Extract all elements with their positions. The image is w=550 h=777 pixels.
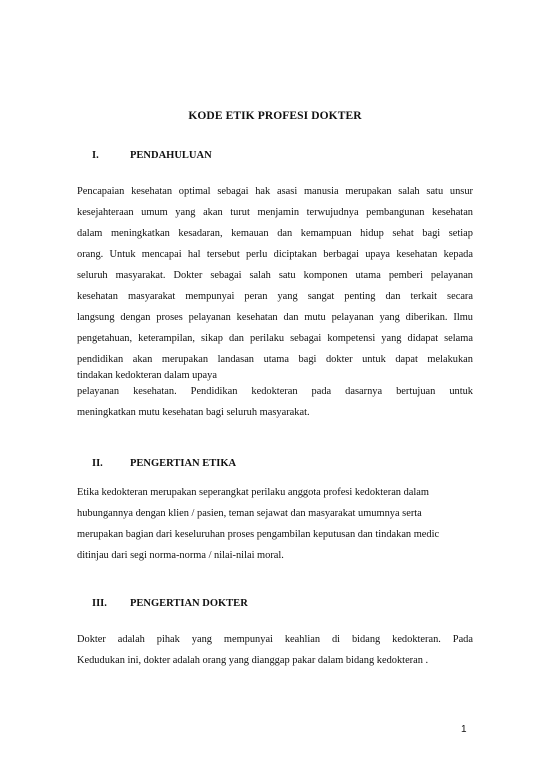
paragraph-line: ditinjau dari segi norma-norma / nilai-nilai moral.	[77, 550, 284, 561]
paragraph-line: dalam meningkatkan kesadaran, kemauan dan kemampuan hidup sehat bagi setiap	[77, 228, 473, 239]
paragraph-line: langsung dengan proses pelayanan kesehatan dan mutu pelayanan yang diberikan. Ilmu	[77, 312, 473, 323]
document-title: KODE ETIK PROFESI DOKTER	[188, 110, 362, 122]
section-number: II.	[92, 458, 103, 469]
paragraph-line: merupakan bagian dari keseluruhan proses pengambilan keputusan dan tindakan medic	[77, 529, 440, 540]
paragraph-line: hubungannya dengan klien / pasien, teman sejawat dan masyarakat umumnya serta	[77, 508, 422, 519]
paragraph-line: pelayanan kesehatan. Pendidikan kedokteran pada dasarnya bertujuan untuk	[77, 386, 473, 397]
paragraph-line: kesehatan masyarakat mempunyai peran yang sangat penting dan terkait secara	[77, 291, 473, 302]
section-heading-pengertian-etika	[92, 458, 236, 469]
section-heading-pendahuluan	[92, 150, 212, 161]
section-title: PENDAHULUAN	[130, 150, 212, 161]
paragraph-line: pendidikan akan merupakan landasan utama bagi dokter untuk dapat melakukan	[77, 354, 473, 365]
section-heading-pengertian-dokter	[92, 598, 248, 609]
paragraph-line: kesejahteraan umum yang akan turut menjamin terwujudnya pembangunan kesehatan	[77, 207, 473, 218]
paragraph-line: seluruh masyarakat. Dokter sebagai salah satu komponen utama pemberi pelayanan	[77, 270, 473, 281]
paragraph-line: orang. Untuk mencapai hal tersebut perlu diciptakan berbagai upaya kesehatan kepada	[77, 249, 473, 260]
paragraph-line: Kedudukan ini, dokter adalah orang yang dianggap pakar dalam bidang kedokteran .	[77, 655, 429, 666]
section-number: I.	[92, 150, 99, 161]
paragraph-line: meningkatkan mutu kesehatan bagi seluruh masyarakat.	[77, 407, 310, 418]
section-number: III.	[92, 598, 107, 609]
paragraph-line: pengetahuan, keterampilan, sikap dan perilaku sebagai kompetensi yang didapat selama	[77, 333, 473, 344]
paragraph-line: Pencapaian kesehatan optimal sebagai hak asasi manusia merupakan salah satu unsur	[77, 186, 473, 197]
paragraph-line: tindakan kedokteran dalam upaya	[77, 370, 217, 381]
page-number: 1	[461, 724, 467, 735]
section-title: PENGERTIAN ETIKA	[130, 458, 237, 469]
paragraph-line: Etika kedokteran merupakan seperangkat perilaku anggota profesi kedokteran dalam	[77, 487, 429, 498]
section-title: PENGERTIAN DOKTER	[130, 598, 248, 609]
paragraph-line: Dokter adalah pihak yang mempunyai keahlian di bidang kedokteran. Pada	[77, 634, 473, 645]
